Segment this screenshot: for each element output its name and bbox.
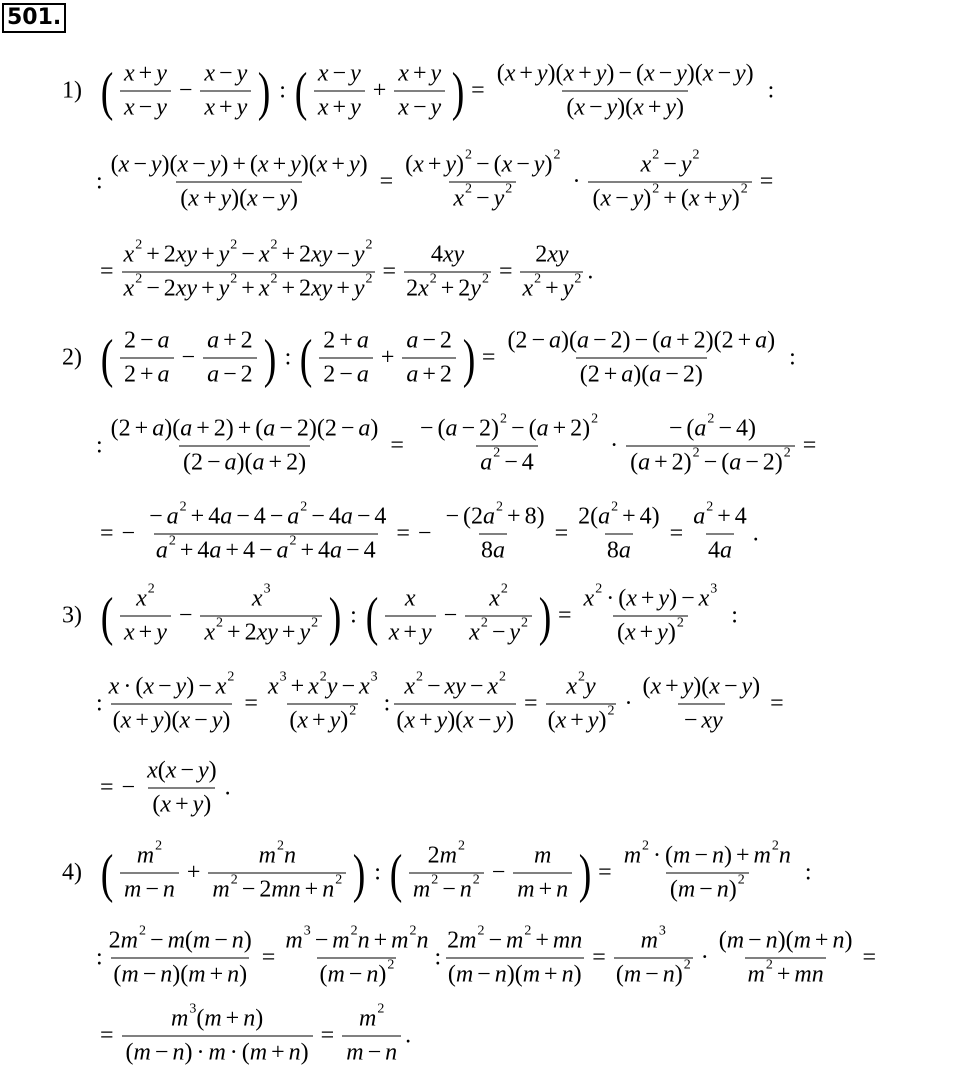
item-3-line-3 xyxy=(0,748,960,828)
problem-number: 501. xyxy=(2,3,66,33)
item-label: 3) xyxy=(62,602,82,629)
item-1-line-2 xyxy=(0,142,960,222)
item-2-line-1 xyxy=(0,316,960,400)
item-label: 2) xyxy=(62,344,82,371)
item-2-line-2 xyxy=(0,406,960,486)
item-4-line-1-expr: ( m 2 m − n + m 2 n m 2 − 2 mn + n 2 ) : ( 2 m 2 m 2 − n 2 − m m + n ) = m 2 · ( m − n ) + m 2 n ( m − n ) 2 : xyxy=(100,838,812,903)
item-3-line-2 xyxy=(0,664,960,744)
item-4-line-3 xyxy=(0,998,960,1074)
item-3-line-1 xyxy=(0,576,960,656)
item-4-line-2 xyxy=(0,920,960,996)
item-1-line-3 xyxy=(0,232,960,312)
item-4-line-1 xyxy=(0,832,960,914)
item-2-line-2-expr: : (2 + a )( a + 2) + ( a − 2)(2 − a ) (2 − a )( a + 2) = − ( a − 2) 2 − ( a + 2) 2 a 2 − 4 · − ( a 2 − 4) ( a + 2) 2 − ( a − 2) 2 = xyxy=(96,411,817,476)
item-label: 4) xyxy=(62,859,82,886)
item-4-line-2-expr: : 2 m 2 − m ( m − n ) ( m − n )( m + n ) = m 3 − m 2 n + m 2 n ( m − n ) 2 : 2 m 2 − m 2 + mn ( m − n )( m + n ) = m 3 ( m − n ) 2 · ( m − n )( m + n ) m 2 + mn = xyxy=(96,923,877,988)
item-2-line-3-expr: = − − a 2 + 4 a − 4 − a 2 − 4 a − 4 a 2 + 4 a + 4 − a 2 + 4 a − 4 = − − (2 a 2 + 8) 8 a = 2( a 2 + 4) 8 a = a 2 + 4 4 a . xyxy=(100,499,759,564)
item-1-line-1-expr: ( x + y x − y − x − y x + y ) : ( x − y x + y + x + y x − y ) = ( x + y )( x + y ) − ( x − y )( x − y ) ( x − y )( x + y ) : xyxy=(100,60,775,121)
item-2-line-1-expr: ( 2 − a 2 + a − a + 2 a − 2 ) : ( 2 + a 2 − a + a − 2 a + 2 ) = (2 − a )( a − 2) − ( a + 2)(2 + a ) (2 + a )( a − 2) : xyxy=(100,327,796,388)
item-1-line-3-expr: = x 2 + 2 xy + y 2 − x 2 + 2 xy − y 2 x 2 − 2 xy + y 2 + x 2 + 2 xy + y 2 = 4 xy 2 x 2 + 2 y 2 = 2 xy x 2 + y 2 . xyxy=(100,237,594,302)
item-1-line-2-expr: : ( x − y )( x − y ) + ( x + y )( x + y ) ( x + y )( x − y ) = ( x + y ) 2 − ( x − y ) 2 x 2 − y 2 · x 2 − y 2 ( x − y ) 2 + ( x + y ) 2 = xyxy=(96,147,774,212)
item-3-line-1-expr: ( x 2 x + y − x 3 x 2 + 2 xy + y 2 ) : ( x x + y − x 2 x 2 − y 2 ) = x 2 · ( x + y ) − x 3 ( x + y ) 2 : xyxy=(100,581,738,646)
item-1-line-1 xyxy=(0,48,960,134)
item-3-line-2-expr: : x · ( x − y ) − x 2 ( x + y )( x − y ) = x 3 + x 2 y − x 3 ( x + y ) 2 : x 2 − xy − x 2 ( x + y )( x − y ) = x 2 y ( x + y ) 2 · ( x + y )( x − y ) − xy = xyxy=(96,669,784,734)
item-4-line-3-expr: = m 3 ( m + n ) ( m − n ) · m · ( m + n ) = m 2 m − n . xyxy=(100,1001,412,1066)
item-label: 1) xyxy=(62,77,82,104)
item-3-line-3-expr: = − x ( x − y ) ( x + y ) . xyxy=(100,757,231,818)
item-2-line-3 xyxy=(0,494,960,574)
